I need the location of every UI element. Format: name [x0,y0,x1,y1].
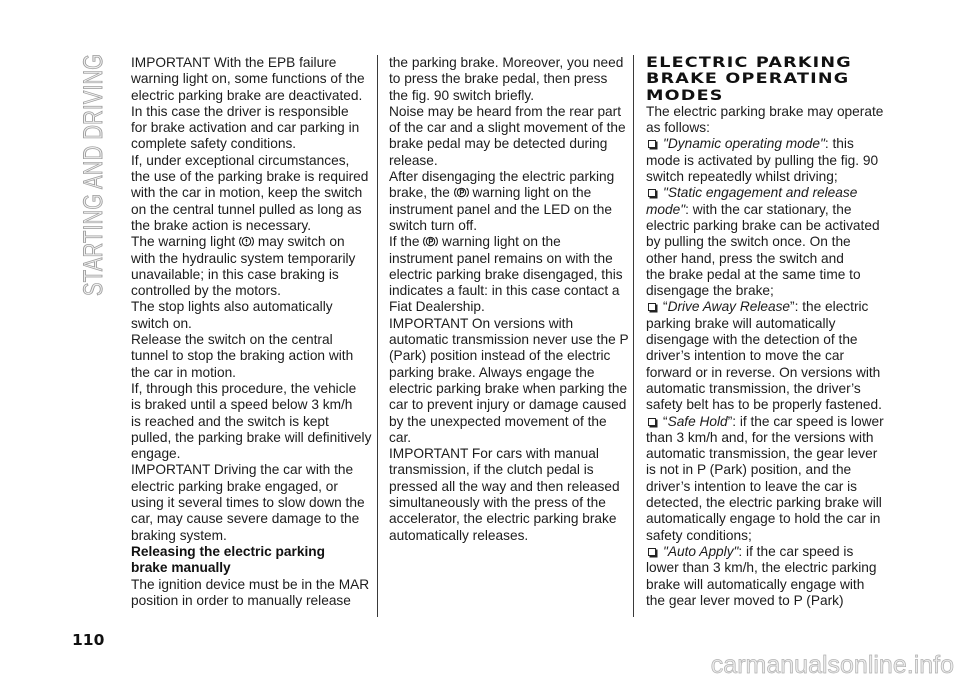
square-bullet-icon [648,418,656,426]
text-line: Noise may be heard from the rear part [389,103,622,119]
text-line: using it several times to slow down the [131,495,365,511]
bullet-item-line [646,414,886,430]
text-line: as follows: [646,120,710,136]
square-bullet-icon [648,189,656,197]
text-line: on the central tunnel pulled as long as [131,201,362,217]
text-line [646,202,886,218]
text-line: the car in motion. [131,364,236,380]
text-line: driver’s intention to leave the car is [646,478,858,494]
text-line: parking brake will automatically [646,315,836,331]
text-line: complete safety conditions. [131,136,297,152]
text-line: is not in P (Park) position, and the [646,462,852,478]
section-heading-line [646,71,886,87]
text-line: IMPORTANT With the EPB failure [131,55,337,70]
square-bullet-icon [648,548,656,556]
text-line: the use of the parking brake is required [131,169,369,185]
text-run: “ [663,299,668,315]
text-line: disengage with the detection of the [646,332,858,348]
text-column-middle [389,55,629,544]
text-line: IMPORTANT Driving the car with the [131,462,354,478]
text-line: brake will automatically engage with [646,576,865,592]
text-line: simultaneously with the press of the [389,495,606,511]
text-line: switch on. [131,315,192,331]
text-line: The electric parking brake may operate [646,103,884,119]
text-line: instrument panel and the LED on the [389,201,612,217]
text-line: IMPORTANT For cars with manual [389,446,599,462]
text-line: The stop lights also automatically [131,299,333,315]
text-line: indicates a fault: in this case contact a [389,283,620,299]
text-line [131,234,371,250]
text-line: If, under exceptional circumstances, [131,152,350,168]
text-line: release. [389,152,438,168]
text-line: electric parking brake can be activated [646,217,880,233]
text-line: pulled, the parking brake will definitively [131,429,372,445]
text-run: The warning light [131,234,240,250]
text-line: In this case the driver is responsible [131,103,349,119]
text-line: parking brake. Always engage the [389,364,595,380]
text-line: transmission, if the clutch pedal is [389,462,594,478]
section-heading-text: MODES [646,87,724,104]
text-line: controlled by the motors. [131,283,281,299]
mode-name: mode" [646,201,686,217]
text-line: instrument panel remains on with the [389,250,613,266]
text-run: : if the car speed is [738,543,854,559]
text-line: automatic transmission, the driver’s [646,380,861,396]
section-heading-text: ELECTRIC PARKING [646,55,852,71]
text-line: pressed all the way and then released [389,478,620,494]
epb-warning-light-icon [454,186,469,199]
text-line: car to prevent injury or damage caused [389,397,627,413]
text-line: position in order to manually release [131,592,351,608]
text-line: the gear lever moved to P (Park) [646,592,844,608]
text-line: switch repeatedly whilst driving; [646,169,838,185]
text-line: other hand, press the switch and [646,250,844,266]
text-line: (Park) position instead of the electric [389,348,611,364]
text-run: brake, the [389,185,454,201]
text-line: If, through this procedure, the vehicle [131,380,357,396]
text-column-left [131,55,371,609]
text-run: “ [663,413,668,429]
text-line: mode is activated by pulling the fig. 90 [646,152,879,168]
text-run: ”: the electric [790,299,869,315]
text-line: than 3 km/h and, for the versions with [646,429,874,445]
text-line: driver’s intention to move the car [646,348,845,364]
text-line: for brake activation and car parking in [131,120,360,136]
text-line: tunnel to stop the braking action with [131,348,354,364]
text-line: the brake action is necessary. [131,217,312,233]
bullet-item-line [646,136,886,152]
text-line: Fiat Dealership. [389,299,485,315]
text-line: engage. [131,446,181,462]
text-line: After disengaging the electric parking [389,169,615,185]
text-line: with the hydraulic system temporarily [131,250,356,266]
text-run: If the [389,234,424,250]
bullet-item-line [646,544,886,560]
text-line: automatically engage to hold the car in [646,511,881,527]
text-run: : this [824,136,854,152]
text-line: switch turn off. [389,217,477,233]
text-line: brake pedal may be detected during [389,136,608,152]
mode-name: "Static engagement and release [663,185,858,201]
text-line: electric parking brake disengaged, this [389,266,623,282]
text-line: braking system. [131,527,227,543]
text-line: is reached and the switch is kept [131,413,329,429]
text-line: electric parking brake when parking the [389,380,628,396]
text-line [389,234,629,250]
text-line: The ignition device must be in the MAR [131,576,370,592]
text-line: automatically releases. [389,527,529,543]
text-line: the fig. 90 switch briefly. [389,87,535,103]
text-line: detected, the electric parking brake will [646,495,882,511]
chapter-side-tab: STARTING AND DRIVING [78,53,108,296]
text-line: by the unexpected movement of the [389,413,607,429]
text-line: the parking brake. Moreover, you need [389,55,624,70]
text-line: the brake pedal at the same time to [646,266,861,282]
column-divider [633,55,634,617]
square-bullet-icon [648,140,656,148]
text-line: IMPORTANT On versions with [389,315,574,331]
text-line: car, may cause severe damage to the [131,511,360,527]
text-line [389,185,629,201]
text-run: warning light on the [468,185,592,201]
text-line: automatic transmission never use the P [389,332,629,348]
text-line: unavailable; in this case braking is [131,266,339,282]
column-divider [377,55,378,617]
text-run: : with the car stationary, the [685,201,852,217]
text-line: to press the brake pedal, then press [389,71,608,87]
text-line: automatic transmission, the gear lever [646,446,878,462]
text-line: forward or in reverse. On versions with [646,364,881,380]
bullet-item-line [646,299,886,315]
mode-name: "Dynamic operating mode" [663,136,825,152]
subheading-line: brake manually [131,560,231,576]
page-number: 110 [72,631,105,649]
text-run: ”: if the car speed is lower [727,413,884,429]
text-line: electric parking brake are deactivated. [131,87,363,103]
text-line: by pulling the switch once. On the [646,234,851,250]
text-line: of the car and a slight movement of the [389,120,626,136]
text-line: is braked until a speed below 3 km/h [131,397,353,413]
epb-warning-light-icon [423,235,438,248]
square-bullet-icon [648,303,656,311]
text-line: safety belt has to be properly fastened. [646,397,882,413]
text-run: warning light on the [438,234,561,250]
text-run: may switch on [254,234,345,250]
text-line: safety conditions; [646,527,752,543]
watermark: carmanualsonline.info [710,651,954,679]
section-heading-text: BRAKE OPERATING [646,71,850,88]
subheading-line: Releasing the electric parking [131,543,325,559]
brake-system-warning-icon [239,235,254,248]
mode-name: Drive Away Release [667,299,791,315]
text-line: warning light on, some functions of the [131,71,365,87]
text-line: electric parking brake engaged, or [131,478,338,494]
text-line: lower than 3 km/h, the electric parking [646,560,877,576]
text-column-right [646,55,886,609]
text-line: disengage the brake; [646,283,774,299]
text-line: Release the switch on the central [131,332,333,348]
text-line: accelerator, the electric parking brake [389,511,617,527]
mode-name: Safe Hold [667,413,728,429]
text-line: car. [389,429,412,445]
mode-name: "Auto Apply" [663,543,739,559]
section-heading-line [646,55,886,71]
bullet-item-line [646,185,886,201]
text-line: with the car in motion, keep the switch [131,185,363,201]
section-heading-line [646,88,886,104]
